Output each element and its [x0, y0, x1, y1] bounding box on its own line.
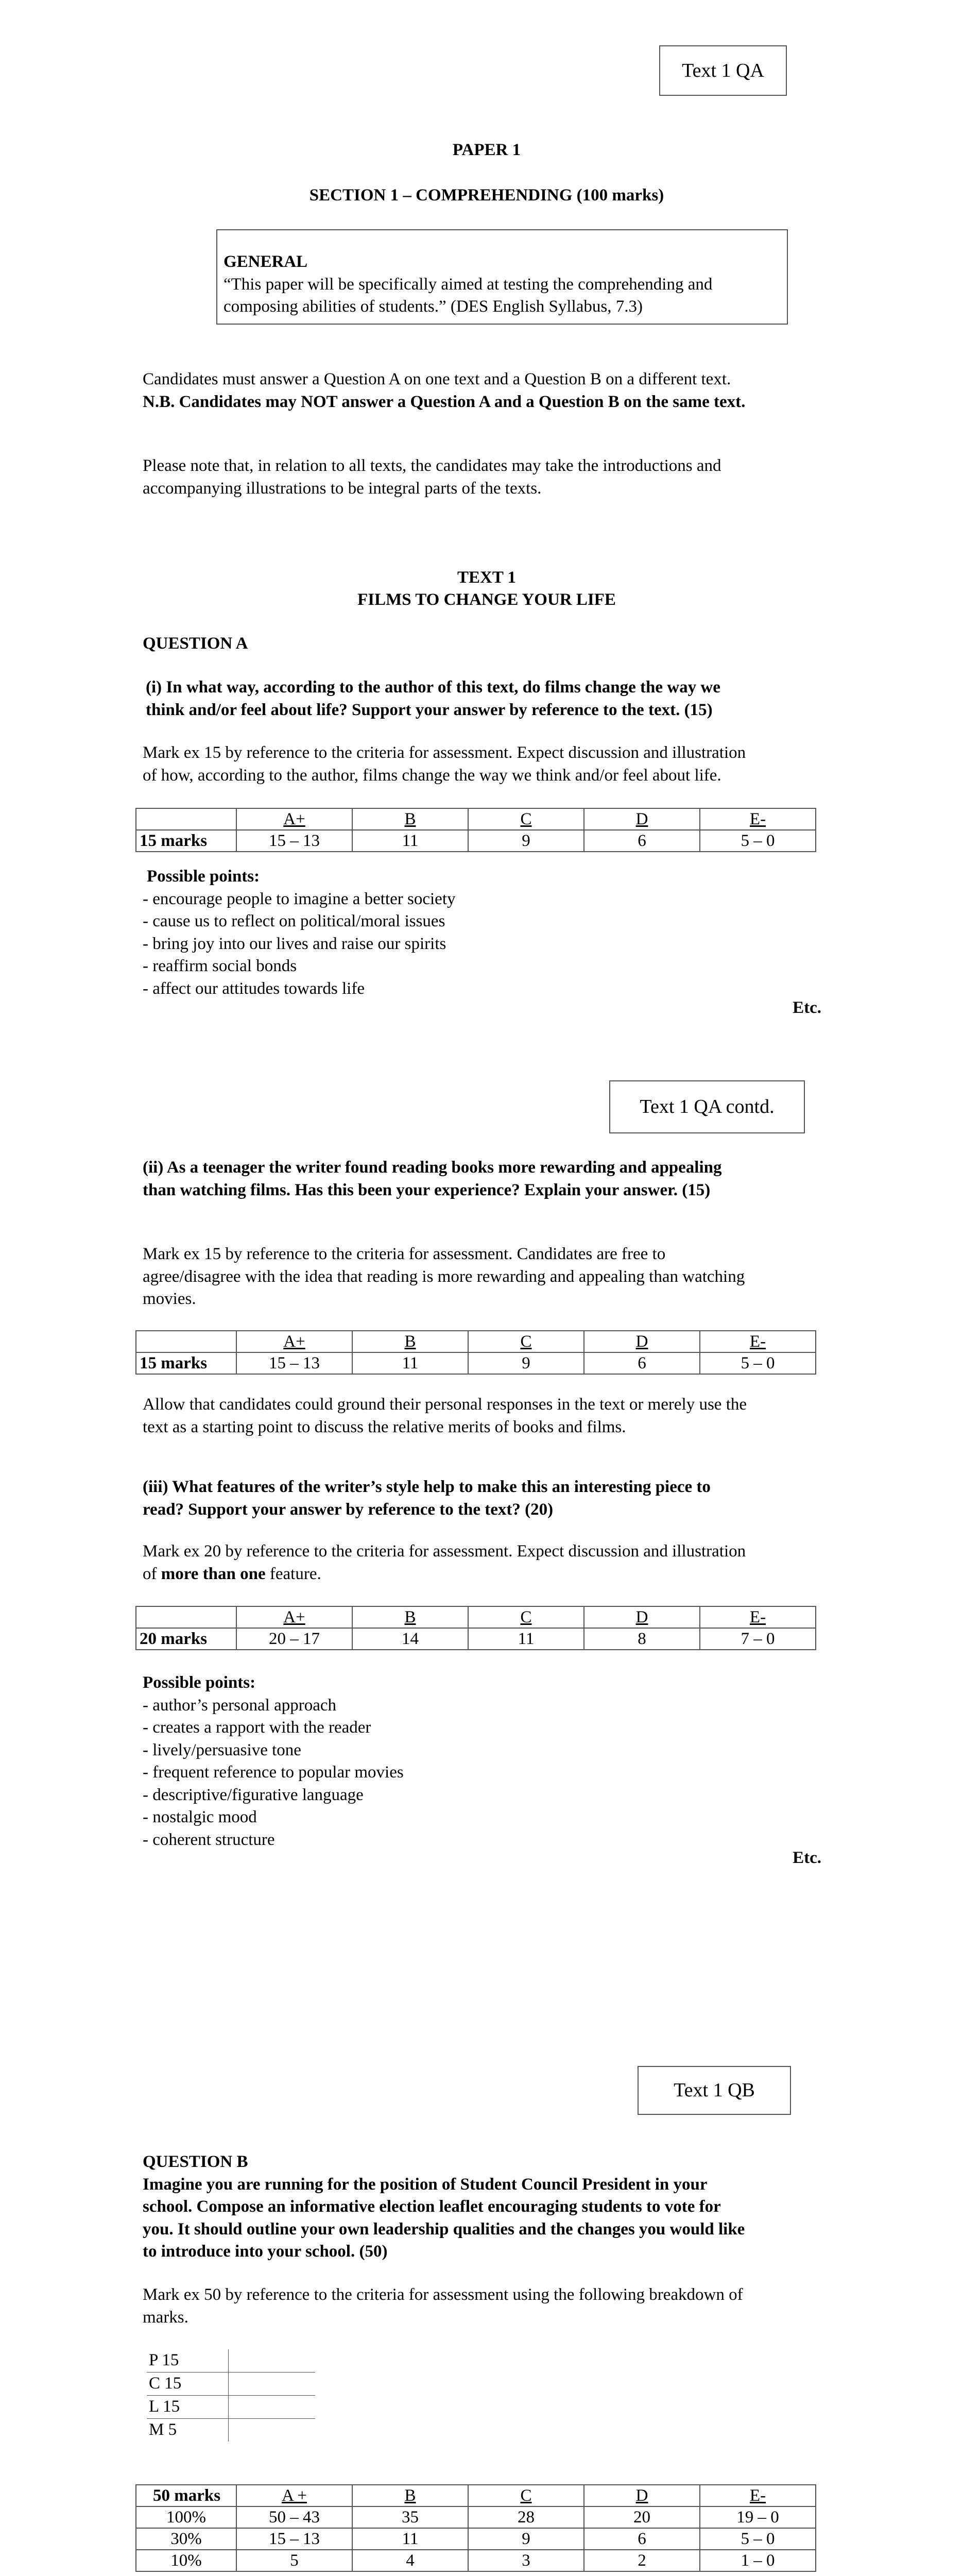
pclm-label: M 5 [147, 2419, 229, 2442]
pclm-breakdown [147, 2349, 315, 2442]
grade-a-plus: A+ [236, 1606, 352, 1628]
pclm-blank [229, 2372, 316, 2396]
question-a-i-mark-line-2: of how, according to the author, films change the way we think and/or feel about life. [143, 766, 721, 785]
grade-values-row [136, 2506, 816, 2528]
value-b: 11 [352, 1352, 468, 1374]
question-b-mark-line-2: marks. [143, 2308, 188, 2327]
general-box [216, 229, 788, 325]
question-a-i-line-1: (i) In what way, according to the author of this text, do films change the way we [146, 678, 720, 697]
value-e-minus: 19 – 0 [700, 2506, 816, 2528]
question-a-iii-line-1: (iii) What features of the writer’s style help to make this an interesting piece to [143, 1478, 711, 1496]
question-b-mark-line-1: Mark ex 50 by reference to the criteria for assessment using the following breakdown of [143, 2285, 743, 2304]
grade-c: C [468, 808, 584, 830]
paper-title: PAPER 1 [452, 141, 521, 159]
value-d: 6 [584, 2528, 700, 2550]
value-c: 9 [468, 1352, 584, 1374]
header-empty [136, 1606, 236, 1628]
text-1-qa-tag-label: Text 1 QA [682, 59, 764, 81]
row-label: 10% [136, 2550, 236, 2571]
question-a-heading: QUESTION A [143, 634, 248, 653]
question-a-i-marking [143, 742, 828, 787]
grade-values-row [136, 1352, 816, 1374]
grade-e-minus: E- [700, 1331, 816, 1352]
grade-b: B [352, 808, 468, 830]
list-item: - cause us to reflect on political/moral issues [143, 912, 445, 931]
question-b-line-3: you. It should outline your own leadership qualities and the changes you would like [143, 2219, 745, 2239]
question-a-iii-points [143, 1672, 828, 1851]
grade-c: C [468, 1606, 584, 1628]
question-b-marking [143, 2284, 828, 2329]
value-e-minus: 5 – 0 [700, 1352, 816, 1374]
list-item: - creates a rapport with the reader [143, 1718, 371, 1737]
list-item: - author’s personal approach [143, 1696, 337, 1715]
question-a-ii-mark-line-2: agree/disagree with the idea that reading is more rewarding and appealing than watching [143, 1267, 745, 1286]
grade-a-plus: A + [236, 2485, 352, 2506]
list-item: - bring joy into our lives and raise our spirits [143, 934, 446, 953]
grade-header-row [136, 1606, 816, 1628]
etc-2: Etc. [793, 1849, 821, 1867]
pclm-row [147, 2419, 315, 2442]
points-title: Possible points: [147, 867, 260, 886]
question-a-iii-marking [143, 1540, 828, 1585]
text-1-qb-tag-label: Text 1 QB [674, 2079, 755, 2102]
note-line-1: Please note that, in relation to all texts, the candidates may take the introductions and [143, 456, 721, 475]
list-item: - encourage people to imagine a better society [143, 889, 456, 908]
question-a-ii [143, 1157, 828, 1201]
mark-line-2-post: feature. [265, 1564, 321, 1583]
value-a-plus: 15 – 13 [236, 1352, 352, 1374]
value-e-minus: 7 – 0 [700, 1628, 816, 1650]
value-a-plus: 5 [236, 2550, 352, 2571]
marks-label: 15 marks [136, 830, 236, 852]
marks-label: 20 marks [136, 1628, 236, 1650]
question-b-line-2: school. Compose an informative election leaflet encouraging students to vote for [143, 2197, 721, 2216]
text-1-qa-contd-tag-label: Text 1 QA contd. [640, 1096, 775, 1118]
value-b: 14 [352, 1628, 468, 1650]
instruction-line-1: Candidates must answer a Question A on one text and a Question B on a different text. [143, 370, 731, 388]
value-b: 35 [352, 2506, 468, 2528]
pclm-label: L 15 [147, 2396, 229, 2419]
question-a-ii-mark-line-3: movies. [143, 1290, 196, 1309]
grade-b: B [352, 1331, 468, 1352]
grade-header-row [136, 2485, 816, 2506]
question-a-iii-mark-line-2 [143, 1563, 828, 1586]
question-a-i-points [143, 866, 828, 1000]
grade-a-plus: A+ [236, 808, 352, 830]
mark-line-2-bold: more than one [161, 1564, 266, 1583]
value-d: 6 [584, 1352, 700, 1374]
value-c: 11 [468, 1628, 584, 1650]
question-a-ii-marking [143, 1243, 828, 1311]
text-name: FILMS TO CHANGE YOUR LIFE [357, 590, 616, 609]
grade-table-15-a-ii [135, 1330, 816, 1375]
grade-b: B [352, 1606, 468, 1628]
grade-values-row [136, 1628, 816, 1650]
value-d: 6 [584, 830, 700, 852]
general-quote-line-1: “This paper will be specifically aimed at testing the comprehending and [223, 275, 713, 294]
value-b: 4 [352, 2550, 468, 2571]
points-list [143, 888, 828, 1001]
question-b [143, 2151, 828, 2263]
grade-d: D [584, 1331, 700, 1352]
text-1-qa-tag [659, 45, 787, 96]
question-a-i-mark-line-1: Mark ex 15 by reference to the criteria for assessment. Expect discussion and illustration [143, 743, 746, 762]
question-a-iii-line-2: read? Support your answer by reference to the text? (20) [143, 1500, 554, 1519]
grade-values-row [136, 830, 816, 852]
grade-b: B [352, 2485, 468, 2506]
question-b-line-4: to introduce into your school. (50) [143, 2242, 388, 2261]
value-a-plus: 20 – 17 [236, 1628, 352, 1650]
value-a-plus: 15 – 13 [236, 830, 352, 852]
pclm-row [147, 2372, 315, 2396]
question-a-ii-line-2: than watching films. Has this been your experience? Explain your answer. (15) [143, 1180, 711, 1199]
note [143, 455, 828, 500]
marks-label: 50 marks [136, 2485, 236, 2506]
value-c: 9 [468, 2528, 584, 2550]
pclm-blank [229, 2419, 316, 2442]
grade-d: D [584, 808, 700, 830]
text-1-qa-contd-tag [609, 1080, 805, 1133]
instructions [143, 368, 828, 413]
value-e-minus: 1 – 0 [700, 2550, 816, 2571]
note-line-2: accompanying illustrations to be integral parts of the texts. [143, 479, 542, 498]
grade-table-50 [135, 2484, 816, 2572]
grade-table-20 [135, 1606, 816, 1650]
list-item: - lively/persuasive tone [143, 1740, 301, 1759]
value-d: 8 [584, 1628, 700, 1650]
general-quote-line-2: composing abilities of students.” (DES English Syllabus, 7.3) [223, 297, 643, 316]
question-b-line-1: Imagine you are running for the position of Student Council President in your [143, 2175, 708, 2194]
question-a-ii-mark-line-1: Mark ex 15 by reference to the criteria for assessment. Candidates are free to [143, 1245, 666, 1263]
list-item: - reaffirm social bonds [143, 957, 297, 976]
points-list [143, 1694, 828, 1852]
grade-e-minus: E- [700, 2485, 816, 2506]
list-item: - nostalgic mood [143, 1808, 257, 1827]
value-d: 2 [584, 2550, 700, 2571]
grade-header-row [136, 808, 816, 830]
pclm-row [147, 2396, 315, 2419]
value-b: 11 [352, 2528, 468, 2550]
pclm-row [147, 2349, 315, 2372]
grade-header-row [136, 1331, 816, 1352]
mark-line-2-pre: of [143, 1564, 161, 1583]
grade-c: C [468, 1331, 584, 1352]
allow-line-2: text as a starting point to discuss the relative merits of books and films. [143, 1417, 626, 1436]
pclm-blank [229, 2396, 316, 2419]
list-item: - affect our attitudes towards life [143, 979, 365, 998]
value-d: 20 [584, 2506, 700, 2528]
row-label: 100% [136, 2506, 236, 2528]
question-a-ii-line-1: (ii) As a teenager the writer found reading books more rewarding and appealing [143, 1158, 722, 1177]
allow-line-1: Allow that candidates could ground their personal responses in the text or merely use the [143, 1395, 747, 1414]
general-title: GENERAL [223, 252, 308, 271]
grade-values-row [136, 2528, 816, 2550]
header-empty [136, 1331, 236, 1352]
question-a-iii [143, 1476, 828, 1521]
grade-a-plus: A+ [236, 1331, 352, 1352]
grade-d: D [584, 1606, 700, 1628]
header-empty [136, 808, 236, 830]
row-label: 30% [136, 2528, 236, 2550]
grade-e-minus: E- [700, 808, 816, 830]
pclm-label: C 15 [147, 2372, 229, 2396]
text-1-qb-tag [638, 2066, 791, 2115]
question-a-i-line-2: think and/or feel about life? Support your answer by reference to the text. (15) [146, 700, 713, 719]
question-a-i [146, 676, 831, 721]
grade-table-15-a-i [135, 808, 816, 852]
list-item: - frequent reference to popular movies [143, 1763, 404, 1782]
value-c: 3 [468, 2550, 584, 2571]
question-b-heading: QUESTION B [143, 2153, 248, 2171]
value-c: 9 [468, 830, 584, 852]
value-a-plus: 50 – 43 [236, 2506, 352, 2528]
list-item: - coherent structure [143, 1830, 275, 1849]
value-c: 28 [468, 2506, 584, 2528]
grade-e-minus: E- [700, 1606, 816, 1628]
list-item: - descriptive/figurative language [143, 1785, 364, 1804]
pclm-blank [229, 2349, 316, 2372]
etc-1: Etc. [793, 998, 821, 1017]
text-number: TEXT 1 [457, 568, 517, 587]
instruction-nb: N.B. Candidates may NOT answer a Question A and a Question B on the same text. [143, 392, 746, 411]
section-title: SECTION 1 – COMPREHENDING (100 marks) [309, 186, 664, 205]
question-a-ii-allow [143, 1394, 828, 1438]
value-a-plus: 15 – 13 [236, 2528, 352, 2550]
question-a-iii-mark-line-1: Mark ex 20 by reference to the criteria for assessment. Expect discussion and illustration [143, 1542, 746, 1561]
marks-label: 15 marks [136, 1352, 236, 1374]
grade-values-row [136, 2550, 816, 2571]
value-e-minus: 5 – 0 [700, 2528, 816, 2550]
value-b: 11 [352, 830, 468, 852]
value-e-minus: 5 – 0 [700, 830, 816, 852]
points-title: Possible points: [143, 1673, 256, 1692]
grade-c: C [468, 2485, 584, 2506]
pclm-label: P 15 [147, 2349, 229, 2372]
grade-d: D [584, 2485, 700, 2506]
